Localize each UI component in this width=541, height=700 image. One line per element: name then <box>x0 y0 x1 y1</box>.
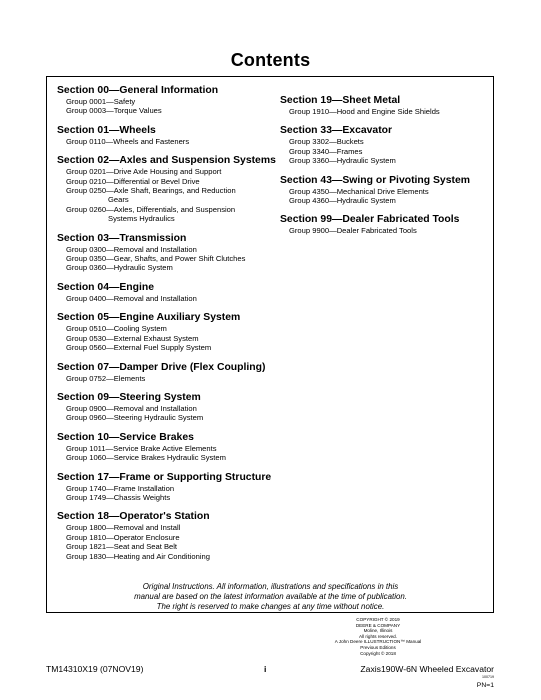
group-entry[interactable]: Group 1810—Operator Enclosure <box>66 532 180 542</box>
contents-section <box>280 95 495 116</box>
group-entry[interactable]: Group 0210—Differential or Bevel Drive <box>66 176 200 186</box>
copyright-line: Previous Editions <box>360 644 396 650</box>
section-title[interactable]: Section 04—Engine <box>57 281 155 293</box>
section-title[interactable]: Section 00—General Information <box>57 85 219 96</box>
group-entry[interactable]: Group 1011—Service Brake Active Elements <box>66 443 217 453</box>
group-entry[interactable]: Group 0560—External Fuel Supply System <box>66 343 212 353</box>
copyright-line: Moline, Illinois <box>363 628 393 634</box>
group-entry[interactable]: Group 4360—Hydraulic System <box>289 196 396 206</box>
group-entry[interactable]: Group 9900—Dealer Fabricated Tools <box>289 226 417 236</box>
group-entry[interactable]: Group 3340—Frames <box>289 146 363 156</box>
group-entry[interactable]: Systems Hydraulics <box>108 214 175 224</box>
group-entry[interactable]: Group 0250—Axle Shaft, Bearings, and Reduction <box>66 186 236 196</box>
group-entry[interactable]: Group 0900—Removal and Installation <box>66 403 197 413</box>
group-entry[interactable]: Group 0360—Hydraulic System <box>66 263 173 273</box>
notice-line: manual are based on the latest information available at the time of publication. <box>134 592 407 601</box>
copyright-line: A John Deere ILLUSTRUCTION™ Manual <box>334 639 422 645</box>
contents-section <box>57 155 276 224</box>
publication-notice <box>60 582 481 612</box>
section-title[interactable]: Section 07—Damper Drive (Flex Coupling) <box>57 361 266 373</box>
group-entry[interactable]: Group 0510—Cooling System <box>66 324 167 334</box>
group-entry[interactable]: Group 0201—Drive Axle Housing and Support <box>66 167 222 177</box>
group-entry[interactable]: Group 0752—Elements <box>66 373 146 383</box>
contents-section <box>280 125 495 165</box>
group-entry[interactable]: Group 0260—Axles, Differentials, and Suspension <box>66 204 236 214</box>
copyright-line: COPYRIGHT © 2019 <box>356 617 400 622</box>
group-entry[interactable]: Group 1910—Hood and Engine Side Shields <box>289 107 440 116</box>
group-entry[interactable]: Gears <box>108 195 129 205</box>
contents-right-column <box>280 95 495 245</box>
group-entry[interactable]: Group 0350—Gear, Shafts, and Power Shift Clutches <box>66 254 246 264</box>
model-title: Zaxis190W-6N Wheeled Excavator <box>360 664 494 674</box>
section-title[interactable]: Section 19—Sheet Metal <box>280 95 401 106</box>
copyright-block <box>318 617 438 656</box>
section-title[interactable]: Section 99—Dealer Fabricated Tools <box>280 214 460 226</box>
contents-section <box>57 312 272 352</box>
page-title: Contents <box>230 50 311 70</box>
group-entry[interactable]: Group 1740—Frame Installation <box>66 483 175 493</box>
contents-left-column <box>57 85 276 570</box>
contents-section <box>57 472 272 503</box>
section-title[interactable]: Section 17—Frame or Supporting Structure <box>57 471 272 483</box>
group-entry[interactable]: Group 1060—Service Brakes Hydraulic System <box>66 453 226 463</box>
group-entry[interactable]: Group 1749—Chassis Weights <box>66 492 171 502</box>
contents-section <box>57 85 272 116</box>
section-title[interactable]: Section 10—Service Brakes <box>57 431 194 443</box>
contents-section <box>57 432 272 463</box>
group-entry[interactable]: Group 0400—Removal and Installation <box>66 293 197 303</box>
group-entry[interactable]: Group 0110—Wheels and Fasteners <box>66 136 190 146</box>
group-entry[interactable]: Group 0003—Torque Values <box>66 106 162 116</box>
document-id: TM14310X19 (07NOV19) <box>46 664 144 674</box>
copyright-line: DEERE & COMPANY <box>355 622 401 628</box>
notice-line: Original Instructions. All information, illustrations and specifications in this <box>142 582 399 591</box>
group-entry[interactable]: Group 4350—Mechanical Drive Elements <box>289 186 429 196</box>
contents-section <box>57 362 272 383</box>
copyright-line: Copyright © 2018 <box>360 650 396 656</box>
page-number: i <box>264 664 267 674</box>
group-entry[interactable]: Group 0300—Removal and Installation <box>66 244 197 254</box>
contents-section <box>57 233 272 273</box>
contents-section <box>57 392 272 423</box>
group-entry[interactable]: Group 1821—Seat and Seat Belt <box>66 542 178 552</box>
section-title[interactable]: Section 43—Swing or Pivoting System <box>280 174 470 186</box>
section-title[interactable]: Section 05—Engine Auxiliary System <box>57 312 241 324</box>
group-entry[interactable]: Group 3360—Hydraulic System <box>289 156 396 166</box>
section-title[interactable]: Section 33—Excavator <box>280 125 393 137</box>
section-title[interactable]: Section 03—Transmission <box>57 232 187 244</box>
contents-section <box>57 125 272 146</box>
group-entry[interactable]: Group 1830—Heating and Air Conditioning <box>66 551 210 561</box>
contents-section <box>57 282 272 303</box>
group-entry[interactable]: Group 0960—Steering Hydraulic System <box>66 413 204 423</box>
pn-label: PN=1 <box>476 682 494 689</box>
section-title[interactable]: Section 01—Wheels <box>57 124 156 136</box>
group-entry[interactable]: Group 3302—Buckets <box>289 137 364 147</box>
section-title[interactable]: Section 18—Operator's Station <box>57 511 210 523</box>
group-entry[interactable]: Group 1800—Removal and Install <box>66 523 181 533</box>
contents-section <box>280 214 495 235</box>
contents-section <box>57 511 272 561</box>
group-entry[interactable]: Group 0001—Safety <box>66 97 136 106</box>
footer-code: 100719 <box>482 675 494 679</box>
copyright-line: All rights reserved. <box>358 633 398 639</box>
group-entry[interactable]: Group 0530—External Exhaust System <box>66 333 199 343</box>
section-title[interactable]: Section 02—Axles and Suspension Systems <box>57 155 276 167</box>
notice-line: The right is reserved to make changes at any time without notice. <box>156 602 385 611</box>
contents-section <box>280 175 495 206</box>
section-title[interactable]: Section 09—Steering System <box>57 391 201 403</box>
